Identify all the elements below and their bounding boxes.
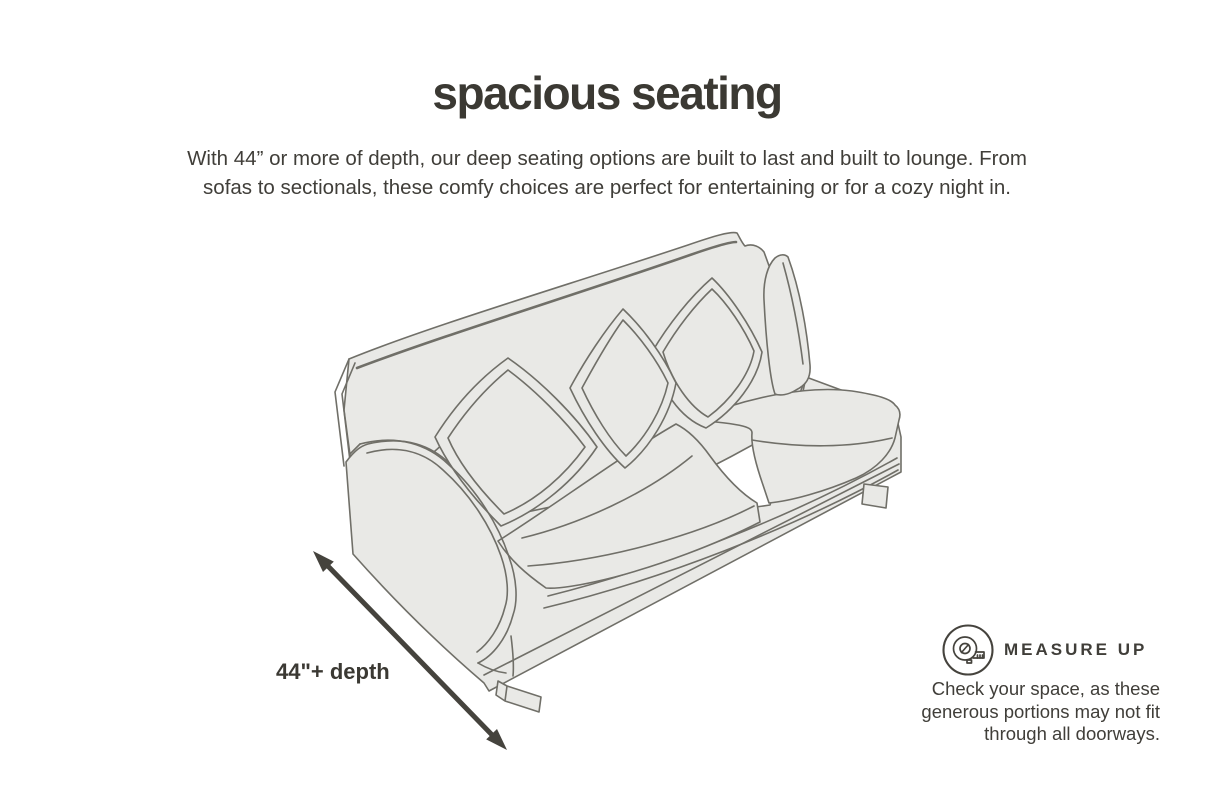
sofa-line-art (335, 233, 901, 712)
measure-up-note-line-2: generous portions may not fit (921, 700, 1160, 722)
page-title: spacious seating (432, 67, 782, 119)
measure-up-note-line-3: through all doorways. (984, 723, 1160, 744)
depth-dimension-label: 44"+ depth (276, 659, 390, 684)
front-left-foot (496, 681, 541, 712)
measure-up-heading: MEASURE UP (1004, 640, 1148, 659)
intro-line-2: sofas to sectionals, these comfy choices are perfect for entertaining or for a cozy night in. (203, 176, 1011, 199)
right-foot (862, 484, 888, 508)
intro-line-1: With 44” or more of depth, our deep seating options are built to last and built to lounge. From (187, 147, 1027, 170)
measure-up-note-line-1: Check your space, as these (931, 678, 1160, 699)
measure-up-note (880, 678, 1160, 746)
tape-measure-icon (941, 623, 995, 677)
